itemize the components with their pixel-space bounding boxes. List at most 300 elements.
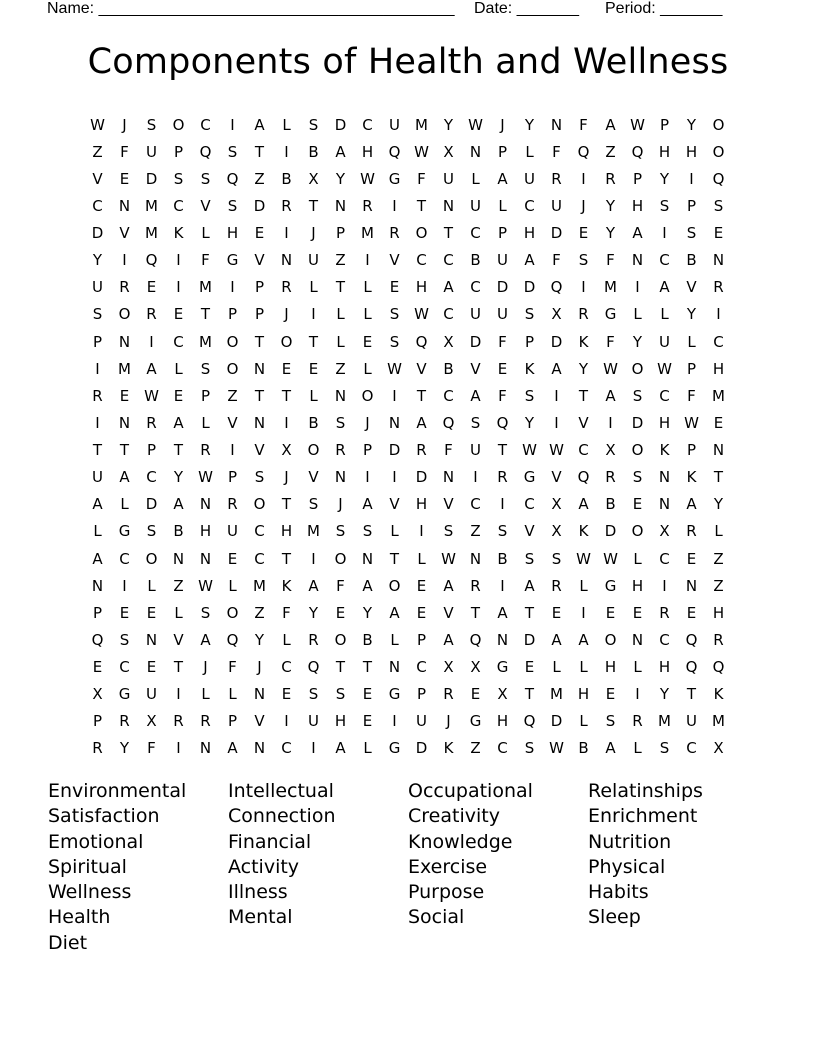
grid-letter: X (281, 441, 292, 460)
grid-letter: B (308, 142, 319, 161)
word-list-item: Creativity (408, 805, 500, 828)
grid-letter: N (199, 495, 212, 514)
grid-letter: I (230, 278, 235, 297)
grid-letter: A (443, 278, 454, 297)
grid-letter: L (309, 278, 318, 297)
grid-letter: Y (308, 603, 319, 622)
grid-letter: Q (145, 251, 158, 270)
grid-letter: L (336, 305, 345, 324)
grid-letter: A (605, 115, 616, 134)
grid-letter: A (443, 630, 454, 649)
grid-letter: J (257, 658, 262, 677)
grid-letter: Z (470, 739, 481, 758)
grid-letter: W (144, 386, 159, 405)
grid-letter: L (201, 224, 210, 243)
grid-letter: A (686, 495, 697, 514)
grid-letter: A (146, 359, 157, 378)
grid-letter: I (284, 413, 289, 432)
grid-letter: I (473, 468, 478, 487)
grid-letter: W (549, 739, 564, 758)
grid-letter: V (470, 359, 481, 378)
grid-letter: E (146, 603, 157, 622)
grid-letter: I (230, 115, 235, 134)
grid-letter: Q (226, 169, 239, 188)
grid-letter: A (470, 386, 481, 405)
grid-letter: H (334, 712, 347, 731)
grid-letter: S (146, 115, 157, 134)
grid-letter: Q (685, 630, 698, 649)
period-field: Period: _______ (605, 0, 723, 17)
grid-letter: K (686, 468, 697, 487)
grid-letter: R (470, 576, 481, 595)
grid-letter: C (416, 658, 427, 677)
grid-letter: S (389, 305, 400, 324)
grid-letter: H (658, 413, 671, 432)
grid-letter: J (365, 413, 370, 432)
grid-letter: L (120, 495, 129, 514)
grid-letter: L (201, 685, 210, 704)
grid-letter: P (659, 115, 670, 134)
grid-letter: R (119, 278, 130, 297)
grid-letter: Y (632, 332, 643, 351)
grid-letter: L (147, 576, 156, 595)
grid-letter: C (470, 278, 481, 297)
grid-letter: U (470, 196, 481, 215)
grid-letter: R (578, 305, 589, 324)
grid-letter: A (173, 495, 184, 514)
grid-letter: W (549, 441, 564, 460)
grid-letter: H (631, 196, 644, 215)
grid-letter: Q (712, 658, 725, 677)
grid-letter: S (443, 522, 454, 541)
grid-letter: W (603, 549, 618, 568)
grid-letter: L (309, 386, 318, 405)
grid-letter: A (362, 576, 373, 595)
grid-letter: B (281, 169, 292, 188)
grid-letter: V (389, 251, 400, 270)
grid-letter: U (659, 332, 670, 351)
grid-letter: A (254, 115, 265, 134)
grid-letter: C (659, 549, 670, 568)
grid-letter: B (308, 413, 319, 432)
grid-letter: Y (659, 169, 670, 188)
grid-letter: T (416, 196, 427, 215)
word-list-item: Emotional (48, 830, 144, 853)
grid-letter: I (176, 278, 181, 297)
grid-letter: N (253, 413, 266, 432)
grid-letter: A (578, 630, 589, 649)
grid-letter: I (554, 386, 559, 405)
grid-letter: T (497, 441, 508, 460)
grid-letter: E (146, 658, 157, 677)
grid-letter: P (254, 305, 265, 324)
grid-letter: H (523, 224, 536, 243)
grid-letter: K (578, 332, 589, 351)
grid-letter: P (146, 441, 157, 460)
grid-letter: F (606, 251, 615, 270)
grid-letter: S (659, 739, 670, 758)
grid-letter: A (524, 251, 535, 270)
grid-letter: J (500, 115, 505, 134)
grid-letter: O (712, 142, 725, 161)
grid-letter: Z (254, 603, 265, 622)
grid-letter: N (685, 576, 698, 595)
grid-letter: Y (119, 739, 130, 758)
grid-letter: N (388, 413, 401, 432)
grid-letter: I (176, 251, 181, 270)
grid-letter: E (578, 224, 589, 243)
grid-letter: N (118, 196, 131, 215)
grid-letter: Z (227, 386, 238, 405)
grid-letter: U (470, 305, 481, 324)
grid-letter: L (93, 522, 102, 541)
grid-letter: R (362, 196, 373, 215)
grid-letter: P (632, 169, 643, 188)
grid-letter: J (122, 115, 127, 134)
date-field: Date: _______ (474, 0, 579, 17)
grid-letter: O (334, 549, 347, 568)
grid-letter: F (579, 115, 588, 134)
grid-letter: E (686, 603, 697, 622)
grid-letter: H (415, 495, 428, 514)
grid-letter: D (145, 495, 158, 514)
grid-letter: B (686, 251, 697, 270)
grid-letter: N (199, 739, 212, 758)
grid-letter: C (173, 332, 184, 351)
grid-letter: Y (686, 305, 697, 324)
grid-letter: S (335, 685, 346, 704)
grid-letter: C (119, 549, 130, 568)
grid-letter: I (662, 576, 667, 595)
grid-letter: M (145, 224, 158, 243)
grid-letter: V (578, 413, 589, 432)
grid-letter: V (254, 251, 265, 270)
grid-letter: I (581, 603, 586, 622)
grid-letter: N (469, 549, 482, 568)
grid-letter: J (284, 305, 289, 324)
grid-letter: L (390, 630, 399, 649)
grid-letter: I (500, 576, 505, 595)
grid-letter: U (443, 169, 454, 188)
grid-letter: I (365, 468, 370, 487)
grid-letter: O (631, 522, 644, 541)
grid-letter: M (712, 712, 725, 731)
grid-letter: T (389, 549, 400, 568)
grid-letter: M (145, 196, 158, 215)
grid-letter: C (443, 305, 454, 324)
grid-letter: I (284, 142, 289, 161)
grid-letter: L (579, 658, 588, 677)
grid-letter: I (419, 522, 424, 541)
grid-letter: A (335, 142, 346, 161)
page-title: Components of Health and Wellness (87, 42, 729, 82)
grid-letter: L (390, 522, 399, 541)
grid-letter: I (149, 332, 154, 351)
grid-letter: L (363, 278, 372, 297)
grid-letter: S (659, 196, 670, 215)
grid-letter: H (577, 685, 590, 704)
grid-letter: D (604, 522, 617, 541)
grid-letter: T (119, 441, 130, 460)
grid-letter: P (416, 685, 427, 704)
grid-letter: B (578, 739, 589, 758)
grid-letter: L (228, 685, 237, 704)
grid-letter: U (308, 712, 319, 731)
grid-letter: K (281, 576, 292, 595)
grid-letter: C (686, 739, 697, 758)
grid-letter: A (92, 495, 103, 514)
grid-letter: W (684, 413, 699, 432)
grid-letter: J (203, 658, 208, 677)
grid-letter: V (308, 468, 319, 487)
grid-letter: J (581, 196, 586, 215)
grid-letter: Z (713, 576, 724, 595)
grid-letter: E (389, 278, 400, 297)
grid-letter: R (335, 441, 346, 460)
grid-letter: J (311, 224, 316, 243)
grid-letter: X (443, 142, 454, 161)
grid-letter: L (579, 576, 588, 595)
grid-letter: I (365, 251, 370, 270)
grid-letter: H (280, 522, 293, 541)
grid-letter: S (200, 359, 211, 378)
grid-letter: S (578, 251, 589, 270)
grid-letter: P (497, 142, 508, 161)
grid-letter: D (334, 115, 347, 134)
grid-letter: N (253, 359, 266, 378)
grid-letter: U (227, 522, 238, 541)
grid-letter: G (523, 468, 536, 487)
grid-letter: O (712, 115, 725, 134)
grid-letter: E (686, 549, 697, 568)
grid-letter: Y (578, 359, 589, 378)
word-list-item: Purpose (408, 881, 485, 904)
grid-letter: S (605, 712, 616, 731)
grid-letter: N (712, 441, 725, 460)
grid-letter: S (227, 196, 238, 215)
grid-letter: H (631, 576, 644, 595)
grid-letter: S (470, 413, 481, 432)
grid-letter: C (524, 495, 535, 514)
grid-letter: Q (91, 630, 104, 649)
grid-letter: I (635, 278, 640, 297)
word-list-item: Knowledge (408, 830, 513, 853)
grid-letter: E (146, 278, 157, 297)
grid-letter: L (282, 630, 291, 649)
grid-letter: L (417, 549, 426, 568)
grid-letter: L (687, 332, 696, 351)
word-search-grid (84, 111, 732, 762)
grid-letter: R (605, 169, 616, 188)
grid-letter: A (119, 468, 130, 487)
grid-letter: E (416, 603, 427, 622)
grid-letter: M (658, 712, 671, 731)
grid-letter: P (92, 712, 103, 731)
grid-letter: C (713, 332, 724, 351)
grid-letter: P (524, 332, 535, 351)
grid-letter: I (392, 712, 397, 731)
word-list-item: Habits (588, 881, 649, 904)
grid-letter: P (227, 305, 238, 324)
grid-letter: D (550, 332, 563, 351)
word-list-item: Satisfaction (48, 805, 160, 828)
grid-letter: V (254, 712, 265, 731)
grid-letter: Y (443, 115, 454, 134)
grid-letter: W (90, 115, 105, 134)
grid-letter: W (198, 576, 213, 595)
grid-letter: O (631, 441, 644, 460)
grid-letter: C (119, 658, 130, 677)
grid-letter: Q (523, 712, 536, 731)
grid-letter: S (335, 522, 346, 541)
grid-letter: U (146, 685, 157, 704)
grid-letter: K (524, 359, 535, 378)
grid-letter: O (226, 359, 239, 378)
grid-letter: O (604, 630, 617, 649)
grid-letter: C (254, 549, 265, 568)
grid-letter: E (281, 359, 292, 378)
grid-letter: S (335, 413, 346, 432)
grid-letter: U (92, 468, 103, 487)
grid-letter: E (254, 224, 265, 243)
grid-letter: R (200, 441, 211, 460)
grid-letter: E (335, 603, 346, 622)
grid-letter: C (92, 196, 103, 215)
grid-letter: X (443, 658, 454, 677)
grid-letter: Y (524, 115, 535, 134)
grid-letter: N (469, 142, 482, 161)
grid-letter: S (146, 522, 157, 541)
grid-letter: P (686, 196, 697, 215)
grid-letter: A (524, 576, 535, 595)
grid-letter: R (146, 413, 157, 432)
grid-letter: L (363, 305, 372, 324)
grid-letter: E (605, 603, 616, 622)
grid-letter: Q (307, 658, 320, 677)
grid-letter: O (253, 495, 266, 514)
grid-letter: P (173, 142, 184, 161)
grid-letter: E (119, 603, 130, 622)
grid-letter: T (92, 441, 103, 460)
grid-letter: F (120, 142, 129, 161)
grid-letter: T (308, 196, 319, 215)
word-list-item: Spiritual (48, 855, 127, 878)
grid-letter: U (389, 115, 400, 134)
grid-letter: T (416, 386, 427, 405)
grid-letter: P (362, 441, 373, 460)
grid-letter: E (173, 386, 184, 405)
grid-letter: L (525, 142, 534, 161)
grid-letter: I (554, 413, 559, 432)
grid-letter: N (145, 630, 158, 649)
grid-letter: N (442, 196, 455, 215)
grid-letter: W (414, 305, 429, 324)
grid-letter: U (686, 712, 697, 731)
grid-letter: F (417, 169, 426, 188)
grid-letter: S (227, 142, 238, 161)
grid-letter: B (605, 495, 616, 514)
grid-letter: G (469, 712, 482, 731)
grid-letter: I (122, 576, 127, 595)
grid-letter: I (176, 685, 181, 704)
grid-letter: T (254, 332, 265, 351)
grid-letter: X (659, 522, 670, 541)
word-list-item: Sleep (588, 906, 641, 929)
grid-letter: E (470, 685, 481, 704)
grid-letter: N (280, 251, 293, 270)
grid-letter: L (471, 169, 480, 188)
grid-letter: V (443, 603, 454, 622)
word-list-item: Connection (228, 805, 336, 828)
grid-letter: V (119, 224, 130, 243)
grid-letter: P (497, 224, 508, 243)
word-list-item: Diet (48, 931, 88, 954)
grid-letter: L (363, 359, 372, 378)
grid-letter: S (524, 305, 535, 324)
grid-letter: W (360, 169, 375, 188)
grid-letter: D (415, 468, 428, 487)
grid-letter: N (658, 495, 671, 514)
grid-letter: E (281, 685, 292, 704)
grid-letter: V (173, 630, 184, 649)
grid-letter: S (308, 115, 319, 134)
grid-letter: D (496, 278, 509, 297)
grid-letter: B (362, 630, 373, 649)
grid-letter: C (470, 224, 481, 243)
grid-letter: U (416, 712, 427, 731)
grid-letter: X (443, 332, 454, 351)
grid-letter: Q (442, 413, 455, 432)
grid-letter: A (659, 278, 670, 297)
grid-letter: Z (335, 251, 346, 270)
grid-letter: E (605, 685, 616, 704)
grid-letter: Z (254, 169, 265, 188)
grid-letter: S (632, 468, 643, 487)
grid-letter: Q (226, 630, 239, 649)
grid-letter: G (496, 658, 509, 677)
grid-letter: L (633, 658, 642, 677)
grid-letter: R (227, 495, 238, 514)
grid-letter: X (605, 441, 616, 460)
grid-letter: P (200, 386, 211, 405)
word-list-item: Exercise (408, 855, 488, 878)
grid-letter: H (604, 658, 617, 677)
word-list-item: Activity (228, 855, 300, 878)
grid-letter: S (308, 685, 319, 704)
grid-letter: N (442, 468, 455, 487)
grid-letter: P (227, 712, 238, 731)
grid-letter: L (633, 305, 642, 324)
grid-letter: L (201, 413, 210, 432)
grid-letter: I (176, 739, 181, 758)
grid-letter: I (662, 224, 667, 243)
grid-letter: Z (605, 142, 616, 161)
grid-letter: R (605, 468, 616, 487)
word-list-item: Social (408, 906, 465, 929)
grid-letter: S (173, 169, 184, 188)
grid-letter: U (524, 169, 535, 188)
word-list-item: Nutrition (588, 830, 672, 853)
grid-letter: P (227, 468, 238, 487)
grid-letter: R (92, 386, 103, 405)
grid-letter: Z (92, 142, 103, 161)
grid-letter: S (497, 522, 508, 541)
word-list (48, 779, 768, 956)
grid-letter: H (685, 142, 698, 161)
grid-letter: C (659, 386, 670, 405)
grid-letter: C (443, 386, 454, 405)
grid-letter: H (415, 278, 428, 297)
